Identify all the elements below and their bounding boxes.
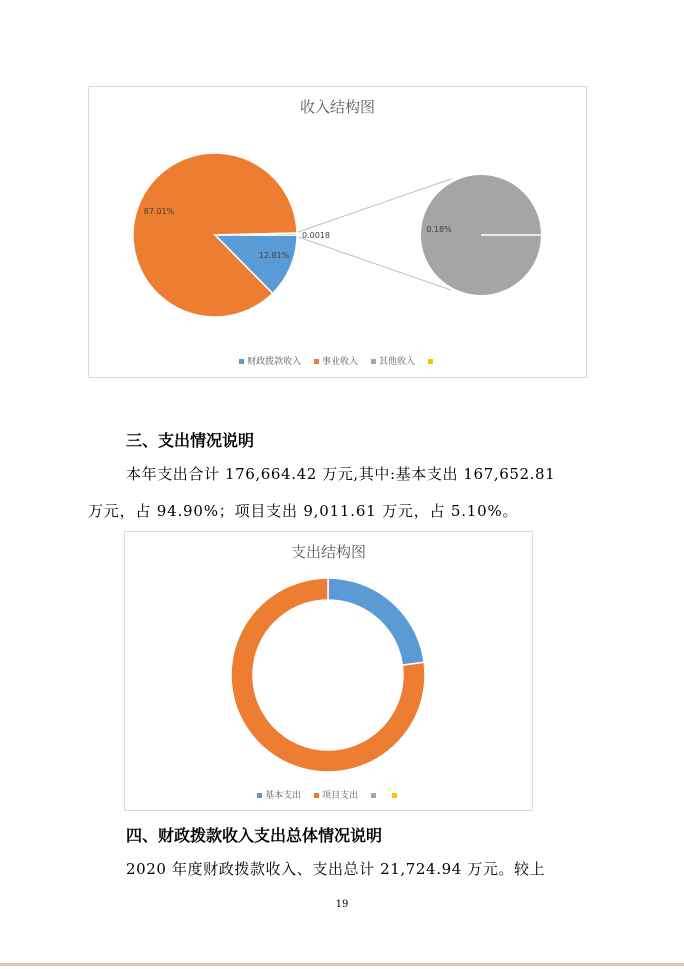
legend-item-business	[314, 354, 358, 367]
expense-legend	[125, 788, 532, 801]
income-chart-title: 收入结构图	[299, 98, 375, 116]
income-secondary-pie	[421, 175, 541, 295]
page-number: 19	[335, 899, 349, 910]
legend-item-blank	[428, 357, 436, 367]
footer-rule	[0, 963, 684, 966]
section3-line2: 万元，占 94.90%；项目支出 9,011.61 万元，占 5.10%。	[88, 502, 519, 520]
legend-label: 财政拨款收入	[247, 357, 302, 367]
legend-item-fiscal	[239, 354, 301, 367]
pie-data-label: 87.01%	[143, 207, 175, 216]
income-legend	[89, 354, 586, 367]
pie-data-label: 0.0018	[302, 231, 330, 240]
doughnut-slice-basic	[328, 578, 424, 665]
legend-swatch	[371, 793, 376, 798]
legend-swatch	[428, 359, 433, 364]
legend-label: 基本支出	[265, 791, 302, 801]
legend-swatch	[392, 793, 397, 798]
legend-swatch	[371, 359, 376, 364]
section3-line1: 本年支出合计 176,664.42 万元,其中:基本支出 167,652.81	[126, 465, 556, 483]
expense-ring	[231, 578, 425, 772]
income-chart	[88, 86, 587, 378]
legend-swatch	[257, 793, 262, 798]
legend-swatch	[314, 793, 319, 798]
section4-heading: 四、财政拨款收入支出总体情况说明	[126, 826, 383, 845]
pie-data-label: 12.81%	[258, 251, 290, 260]
legend-item-project	[314, 788, 358, 801]
secondary-pie-data-label: 0.18%	[426, 225, 452, 234]
expense-chart-title: 支出结构图	[290, 543, 366, 561]
section4-line1: 2020 年度财政拨款收入、支出总计 21,724.94 万元。较上	[126, 860, 546, 878]
legend-item-blank-yellow	[392, 791, 400, 801]
expense-chart	[124, 531, 533, 811]
legend-item-basic	[257, 788, 301, 801]
legend-swatch	[314, 359, 319, 364]
income-pie-svg	[89, 87, 586, 347]
section3-heading: 三、支出情况说明	[126, 431, 255, 450]
legend-swatch	[239, 359, 244, 364]
legend-label: 其他收入	[378, 357, 415, 367]
legend-item-blank-gray	[371, 791, 379, 801]
expense-doughnut-svg	[125, 532, 532, 782]
legend-item-other	[371, 354, 415, 367]
legend-label: 事业收入	[322, 357, 359, 367]
legend-label: 项目支出	[322, 791, 359, 801]
income-main-pie	[133, 153, 297, 317]
